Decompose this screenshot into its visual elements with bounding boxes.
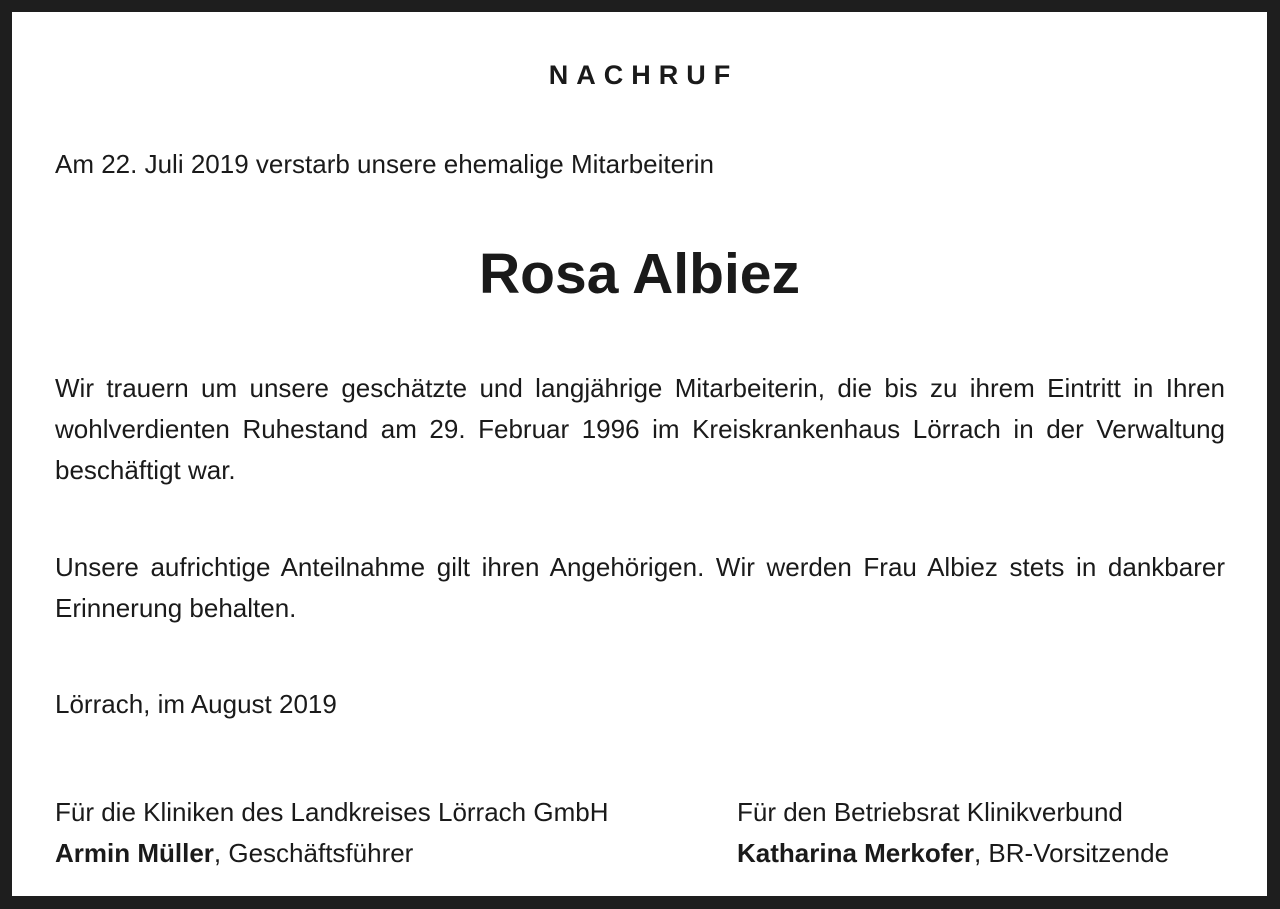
signatory-name: Katharina Merkofer bbox=[737, 838, 974, 868]
signatory-name: Armin Müller bbox=[55, 838, 214, 868]
notice-heading: NACHRUF bbox=[548, 60, 739, 90]
signature-line bbox=[55, 833, 608, 874]
signatory-role: , BR-Vorsitzende bbox=[973, 838, 1170, 868]
place-date: Lörrach, im August 2019 bbox=[55, 689, 337, 719]
signature-organization: Für die Kliniken des Landkreises Lörrach GmbH bbox=[55, 797, 609, 827]
intro-line: Am 22. Juli 2019 verstarb unsere ehemalige Mitarbeiterin bbox=[55, 149, 715, 179]
deceased-name: Rosa Albiez bbox=[479, 242, 800, 306]
tribute-paragraph: Wir trauern um unsere geschätzte und langjährige Mitarbeiterin, die bis zu ihrem Eintritt in Ihren wohlverdienten Ruhestand am 29. Februar 1996 im Kreiskrankenhaus Lörrach in der Verwaltung beschäftigt war. bbox=[55, 373, 1225, 485]
condolence-paragraph: Unsere aufrichtige Anteilnahme gilt ihren Angehörigen. Wir werden Frau Albiez stets in dankbarer Erinnerung behalten. bbox=[55, 552, 1225, 623]
signature-block-clinic bbox=[55, 792, 608, 874]
obituary-notice bbox=[12, 12, 1267, 896]
signature-organization: Für den Betriebsrat Klinikverbund bbox=[737, 797, 1123, 827]
signature-line bbox=[737, 833, 1169, 874]
signature-block-works-council bbox=[737, 792, 1169, 874]
signatory-role: , Geschäftsführer bbox=[213, 838, 414, 868]
